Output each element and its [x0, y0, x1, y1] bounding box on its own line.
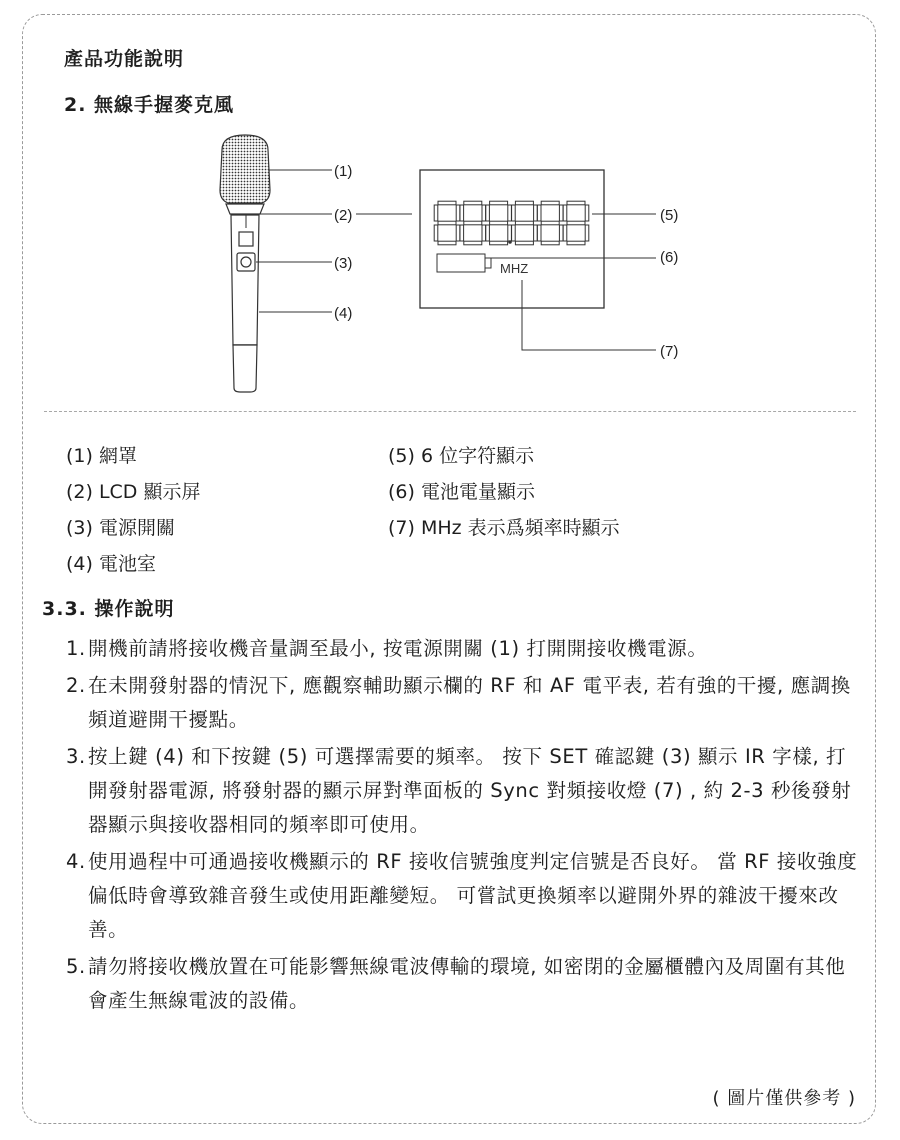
lcd-segment — [563, 225, 567, 241]
operation-item — [66, 669, 864, 737]
lcd-segment — [434, 205, 438, 221]
callout-5: (5) — [660, 207, 679, 224]
lcd-segment — [464, 241, 482, 245]
lcd-segment — [515, 221, 533, 225]
grille-ring — [226, 204, 264, 214]
item-text: 按上鍵 (4) 和下按鍵 (5) 可選擇需要的頻率。 按下 SET 確認鍵 (3) 顯示 IR 字樣, 打開發射器電源, 將發射器的顯示屏對準面板的 Sync 對頻接收燈 (7) , 約 2-3 秒後發射器顯示與接收器相同的頻率即可使用。 — [88, 745, 852, 836]
lcd-window — [239, 232, 253, 246]
lcd-segment — [482, 225, 486, 241]
operation-item — [66, 845, 864, 947]
legend-item: (3) 電源開關 — [66, 517, 175, 539]
callout-4: (4) — [334, 305, 353, 322]
lcd-segment — [512, 205, 516, 221]
lcd-segment — [541, 241, 559, 245]
grille-mesh — [220, 135, 270, 203]
lcd-segment — [456, 225, 460, 241]
legend-item: (4) 電池室 — [66, 553, 156, 575]
page-title: 產品功能說明 — [64, 48, 185, 70]
power-switch-knob — [241, 257, 251, 267]
section-title: 2. 無線手握麥克風 — [64, 94, 235, 116]
lcd-segment — [508, 205, 512, 221]
microphone-illustration — [220, 135, 270, 392]
lcd-segment — [438, 201, 456, 205]
lcd-segment — [585, 225, 589, 241]
item-text: 使用過程中可通過接收機顯示的 RF 接收信號強度判定信號是否良好。 當 RF 接收強度偏低時會導致雜音發生或使用距離變短。 可嘗試更換頻率以避開外界的雜波干擾來改善。 — [88, 850, 858, 941]
mic-callout-lines — [246, 170, 412, 312]
lcd-segment — [460, 205, 464, 221]
legend-item: (1) 網罩 — [66, 445, 137, 467]
callout-7: (7) — [660, 343, 679, 360]
lcd-segment — [490, 221, 508, 225]
lcd-segment — [515, 241, 533, 245]
operation-list — [66, 632, 864, 1021]
lcd-segment — [585, 205, 589, 221]
item-number: 4. — [66, 850, 86, 873]
lcd-segment — [486, 225, 490, 241]
item-number: 1. — [66, 637, 86, 660]
lcd-segment — [482, 205, 486, 221]
lcd-segment — [567, 241, 585, 245]
lcd-segment — [486, 205, 490, 221]
battery-cap — [233, 345, 257, 392]
legend-item: (7) MHz 表示爲頻率時顯示 — [388, 517, 620, 539]
legend-item: (2) LCD 顯示屏 — [66, 481, 201, 503]
callout-3: (3) — [334, 255, 353, 272]
item-number: 5. — [66, 955, 86, 978]
item-number: 3. — [66, 745, 86, 768]
item-text: 請勿將接收機放置在可能影響無線電波傳輸的環境, 如密閉的金屬櫃體內及周圍有其他會產生無線電波的設備。 — [88, 955, 846, 1012]
lcd-segment — [537, 205, 541, 221]
lcd-segment — [464, 221, 482, 225]
lcd-segment — [438, 221, 456, 225]
operation-title: 3.3. 操作說明 — [42, 598, 175, 620]
lcd-segment — [563, 205, 567, 221]
item-text: 開機前請將接收機音量調至最小, 按電源開關 (1) 打開開接收機電源。 — [88, 637, 708, 660]
operation-item — [66, 950, 864, 1018]
lcd-segment — [515, 201, 533, 205]
callout-6: (6) — [660, 249, 679, 266]
lcd-segment — [534, 225, 538, 241]
item-number: 2. — [66, 674, 86, 697]
lcd-unit-label: MHZ — [500, 261, 529, 276]
lcd-segment — [456, 205, 460, 221]
lcd-segment — [460, 225, 464, 241]
lcd-segment — [537, 225, 541, 241]
lcd-segment — [559, 225, 563, 241]
legend-item: (6) 電池電量顯示 — [388, 481, 535, 503]
callout-1: (1) — [334, 163, 353, 180]
lcd-segment — [508, 225, 512, 241]
operation-item — [66, 740, 864, 842]
lcd-segment — [464, 201, 482, 205]
lcd-segment — [434, 225, 438, 241]
lcd-segment — [534, 205, 538, 221]
legend-left — [66, 438, 200, 582]
lcd-decimal-point — [508, 240, 512, 244]
lcd-segment — [541, 221, 559, 225]
lcd-segment — [567, 221, 585, 225]
item-text: 在未開發射器的情況下, 應觀察輔助顯示欄的 RF 和 AF 電平表, 若有強的干擾, 應調換頻道避開干擾點。 — [88, 674, 851, 731]
lcd-segment — [512, 225, 516, 241]
lcd-segment — [567, 201, 585, 205]
footer-note: ( 圖片僅供參考 ) — [712, 1088, 856, 1109]
lcd-segment — [559, 205, 563, 221]
lcd-segment — [541, 201, 559, 205]
section-divider — [44, 411, 856, 412]
legend-item: (5) 6 位字符顯示 — [388, 445, 535, 467]
lcd-segment — [438, 241, 456, 245]
lcd-segment — [490, 201, 508, 205]
lcd-battery-indicator — [437, 254, 491, 272]
operation-item — [66, 632, 864, 666]
lcd-segment — [490, 241, 508, 245]
legend-right — [388, 438, 620, 546]
callout-2: (2) — [334, 207, 353, 224]
microphone-diagram — [0, 0, 900, 410]
